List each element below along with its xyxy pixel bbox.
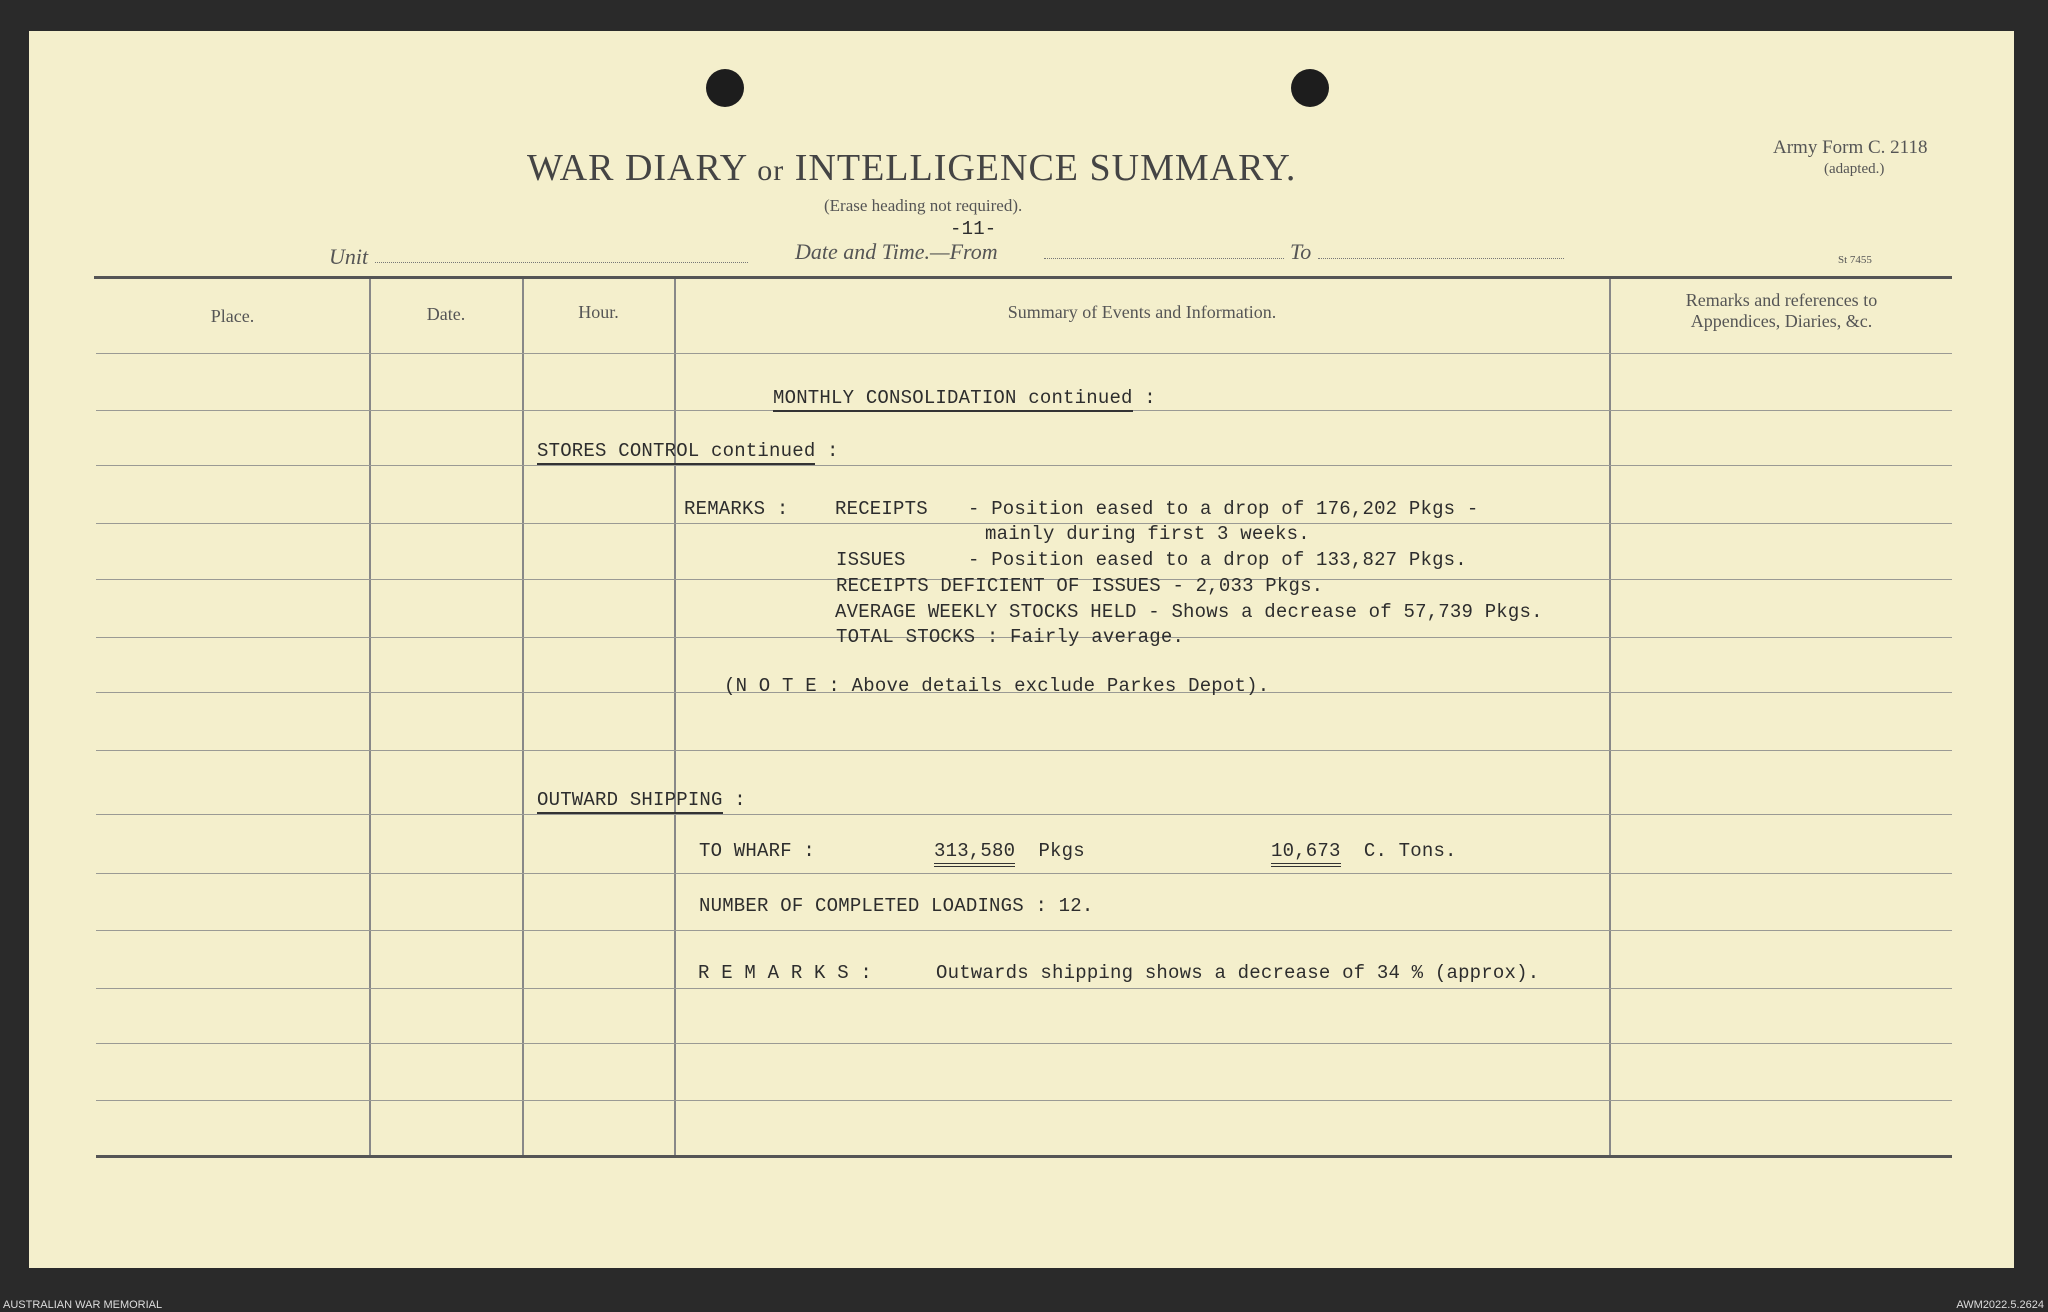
page-number: -11- [950, 218, 997, 240]
receipts-text: - Position eased to a drop of 176,202 Pkgs - [968, 498, 1479, 520]
completed-loadings-text: NUMBER OF COMPLETED LOADINGS : 12. [699, 895, 1094, 917]
receipts-deficient-text: RECEIPTS DEFICIENT OF ISSUES - 2,033 Pkgs. [836, 575, 1324, 597]
table-top-rule [94, 276, 1952, 279]
footer-archive-name: AUSTRALIAN WAR MEMORIAL [3, 1299, 163, 1311]
unit-field-line [375, 262, 748, 263]
date-from-field-line [1044, 258, 1284, 259]
table-bottom-rule [96, 1155, 1952, 1158]
date-from-label: Date and Time.—From [795, 239, 998, 264]
total-stocks-text: TOTAL STOCKS : Fairly average. [836, 626, 1185, 648]
army-form-number: Army Form C. 2118 [1773, 137, 1928, 158]
ruled-line [96, 1100, 1952, 1101]
to-wharf-pkgs: 313,580 Pkgs [934, 840, 1085, 862]
form-subtitle: (Erase heading not required). [824, 196, 1023, 215]
remarks-label: REMARKS : [684, 498, 789, 520]
column-header-remarks: Remarks and references to Appendices, Diaries, &c. [1685, 290, 1878, 331]
to-wharf-label: TO WHARF : [699, 840, 816, 862]
header-underline [96, 353, 1952, 354]
ruled-line [96, 988, 1952, 989]
ruled-line [96, 930, 1952, 931]
receipts-text-continued: mainly during first 3 weeks. [985, 523, 1310, 545]
average-weekly-stocks-text: AVERAGE WEEKLY STOCKS HELD - Shows a decrease of 57,739 Pkgs. [835, 601, 1543, 623]
issues-label: ISSUES [836, 549, 906, 571]
print-code: St 7455 [1838, 254, 1872, 266]
footer-reference: AWM2022.5.2624 [1956, 1299, 2044, 1311]
column-header-place: Place. [210, 306, 255, 326]
column-header-date: Date. [426, 304, 466, 324]
issues-text: - Position eased to a drop of 133,827 Pkgs. [968, 549, 1467, 571]
ruled-line [96, 873, 1952, 874]
army-form-adapted: (adapted.) [1824, 161, 1885, 177]
remarks-shipping-label: R E M A R K S : [698, 962, 873, 984]
diary-sheet [29, 31, 2014, 1268]
receipts-label: RECEIPTS [835, 498, 928, 520]
note-text: (N O T E : Above details exclude Parkes Depot). [724, 675, 1270, 697]
column-header-hour: Hour. [578, 302, 619, 322]
to-wharf-tons: 10,673 C. Tons. [1271, 840, 1457, 862]
unit-label: Unit [329, 244, 369, 269]
remarks-shipping-text: Outwards shipping shows a decrease of 34 % (approx). [936, 962, 1540, 984]
punch-hole-right [1291, 69, 1329, 107]
column-header-summary: Summary of Events and Information. [1007, 302, 1277, 322]
ruled-line [96, 814, 1952, 815]
monthly-consolidation-heading: MONTHLY CONSOLIDATION continued : [773, 387, 1156, 409]
punch-hole-left [706, 69, 744, 107]
to-field-line [1318, 258, 1564, 259]
form-title: WAR DIARY or INTELLIGENCE SUMMARY. [527, 147, 1297, 189]
ruled-line [96, 1043, 1952, 1044]
ruled-line [96, 465, 1952, 466]
outward-shipping-heading: OUTWARD SHIPPING : [537, 789, 746, 811]
ruled-line [96, 750, 1952, 751]
to-label: To [1290, 239, 1312, 264]
stores-control-heading: STORES CONTROL continued : [537, 440, 839, 462]
